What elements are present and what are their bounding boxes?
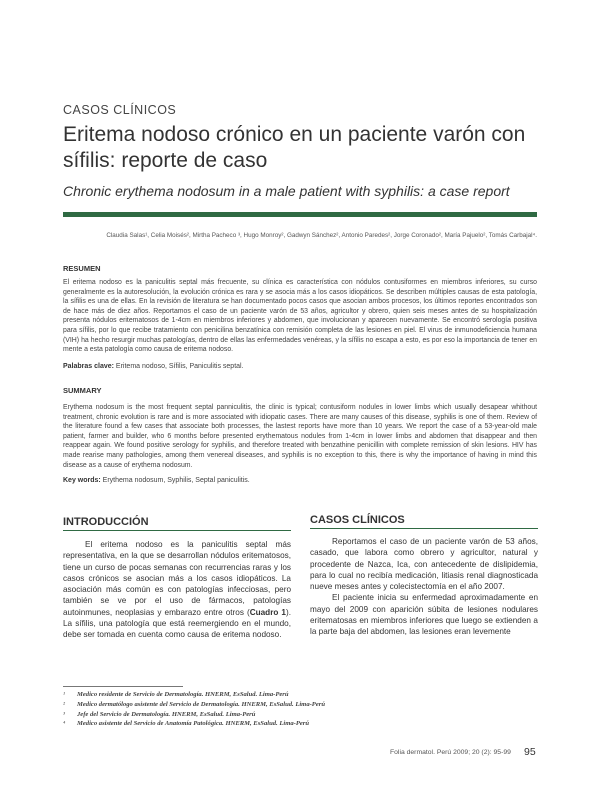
footnote-text: Medico asistente del Servicio de Anatomía Patológica. HNERM, EsSalud. Lima-Perú — [77, 720, 310, 728]
intro-text-after: ). La sífilis, una patología que está reemergiendo en el mundo, debe ser tomada en cuenta como causa de eritema nodoso. — [63, 607, 291, 640]
article-subtitle: Chronic erythema nodosum in a male patient with syphilis: a case report — [63, 183, 510, 199]
footnote-divider — [63, 686, 183, 687]
summary-keywords-label: Key words: — [63, 477, 101, 484]
title-divider — [63, 212, 537, 217]
resumen-keywords-label: Palabras clave: — [63, 363, 114, 370]
footnote-text: Jefe del Servicio de Dermatología. HNERM, EsSalud. Lima-Perú — [77, 710, 256, 718]
resumen-text: El eritema nodoso es la paniculitis septal más frecuente, su clínica es característica con nódulos contusiformes en miembros inferiores, su curso generalmente es la autoresolución, la evolución crónica es rara y se asocia más a los casos idiopáticos. Se describen múltiples causas de esta patología, la sífilis es una de ellas. En la revisión de literatura se han documentado pocos casos que asocian ambos procesos, los últimos reportes encontrados son de hace más de diez años. Reportamos el caso de un paciente varón de 53 años, agricultor y obrero, quien seis meses antes de su hospitalización presenta nódulos eritematosos de 1-4cm en miembros inferiores y abdomen, que involucionan y aparecen nuevamente. Se encontró serología positiva para sífilis, por lo que recibe tratamiento con penicilina benzatínica con remisión completa de las lesiones en piel. El virus de inmunodeficiencia humana (VIH) ha hecho resurgir muchas patologías, dentro de ellas las enfermedades venéreas, y la sífilis no escapa a esto, es por eso la importancia de tener en mente a esta patología como causa de eritema nodoso. — [63, 279, 537, 354]
table-reference-link[interactable]: Cuadro 1 — [249, 607, 286, 617]
summary-keywords — [63, 477, 250, 484]
summary-text: Erythema nodosum is the most frequent septal panniculitis, the clinic is typical; contusiform nodules in lower limbs which usually desapear whithout treatment, chronic evolution is rare and is more associated with idiopatic cases. There are many causes of this disease, syphilis is one of them. Review of the literature found a few cases that associate both processes, the lastest reports have more than 10 years. We report the case of a 53-year-old male patient, farmer and builder, who 6 months before presented erythematous nodules from 1-4cm in lower limbs and abdomen that disappear and then reappear again. We found positive serology for syphilis, and therefore treated with benzathine penicillin with complete remission of skin lesions. HIV has made rearise many pathologies, among them venereal diseases, and syphilis is no exception to this, there is why the importance of having in mind this disease as a cause of erythema nodosum. — [63, 404, 537, 469]
footnote-number: ¹ — [63, 691, 65, 698]
resumen-keywords — [63, 363, 244, 370]
casos-paragraph-2: El paciente inicia su enfermedad aproximadamente en mayo del 2009 con aparición súbita de lesiones nodulares eritematosas en miembros inferiores que luego se extienden a la parte baja del abdomen, las lesiones eran levemente — [310, 593, 538, 637]
footnote-number: ³ — [63, 710, 65, 718]
resumen-keywords-value: Eritema nodoso, Sífilis, Paniculitis septal. — [113, 363, 244, 370]
footnote-number: ² — [63, 700, 65, 708]
summary-heading: SUMMARY — [63, 386, 102, 395]
article-title: Eritema nodoso crónico en un paciente varón con sífilis: reporte de caso — [63, 123, 526, 172]
intro-text-before: El eritema nodoso es la paniculitis septal más representativa, en la que se desarrollan nódulos eritematosos, tiene un curso de pocas semanas con recurrencias raras y los casos crónicos se asocian más a los casos idiopáticos. La asociación más común es con patologías infecciosas, pero también se ve por el uso de fármacos, patologías autoinmunes, neoplasias y embarazo entre otros ( — [63, 540, 291, 617]
page-number: 95 — [524, 746, 536, 758]
intro-body — [63, 539, 291, 641]
footnote-number: ⁴ — [63, 720, 66, 728]
resumen-heading: RESUMEN — [63, 264, 101, 273]
intro-paragraph — [63, 539, 291, 641]
footnote-text: Medico dermatólogo asistente del Servicio de Dermatología. HNERM, EsSalud. Lima-Perú — [77, 700, 325, 708]
summary-keywords-value: Erythema nodosum, Syphilis, Septal paniculitis. — [100, 477, 250, 484]
footnote-text: Medico residente de Servicio de Dermatología. HNERM, EsSalud. Lima-Perú — [77, 691, 289, 698]
footnote — [63, 710, 483, 720]
section-label: CASOS CLÍNICOS — [63, 103, 177, 117]
intro-divider — [63, 530, 291, 531]
casos-divider — [310, 528, 538, 529]
footnote — [63, 700, 483, 710]
footnote — [63, 690, 483, 700]
casos-body — [310, 536, 538, 638]
footnotes — [63, 690, 483, 729]
journal-citation: Folia dermatol. Perú 2009; 20 (2): 95-99 — [390, 749, 511, 756]
author-list: Claudia Salas¹, Celia Moisés², Mirtha Pacheco ³, Hugo Monroy², Gadwyn Sánchez², Antonio Paredes², Jorge Coronado², María Pajuelo², Tomás Carbajal⁴. — [106, 232, 537, 239]
footnote — [63, 719, 483, 729]
intro-heading: INTRODUCCIÓN — [63, 516, 149, 528]
casos-paragraph-1: Reportamos el caso de un paciente varón de 53 años, casado, que labora como obrero y agricultor, natural y procedente de Nazca, Ica, con antecedente de dislipidemia, para lo cual no recibía medicación, litiasis renal diagnosticada nueve meses antes y colecistectomía en el año 2007. — [310, 537, 538, 592]
casos-heading: CASOS CLÍNICOS — [310, 514, 405, 526]
